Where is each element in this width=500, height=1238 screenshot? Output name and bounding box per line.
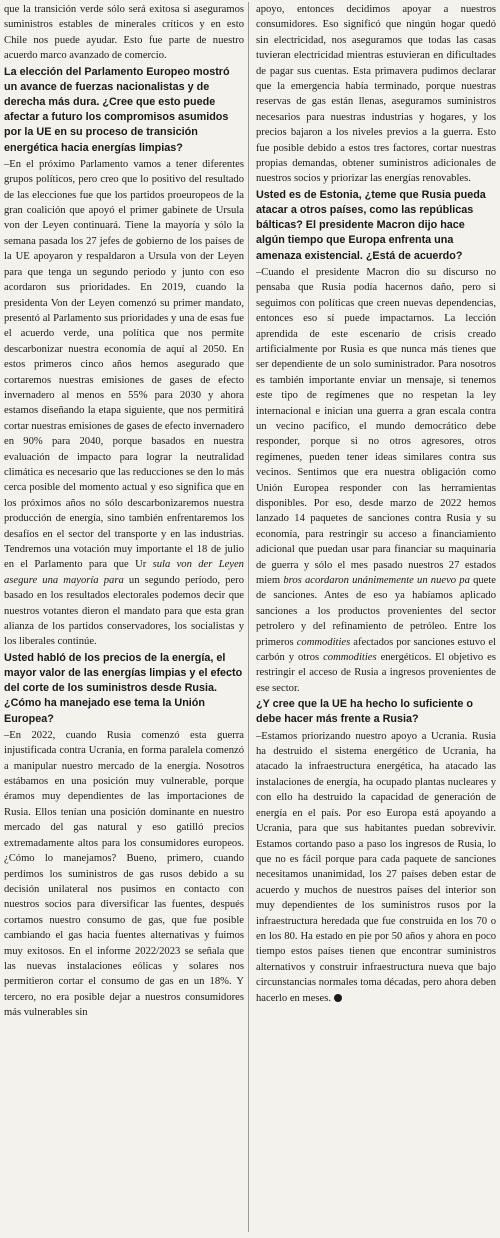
paragraph-continuation: que la transición verde sólo será exitosa si aseguramos suministros estables de minerales críticos y en esto Chile nos puede ayudar. Esto fue parte de nuestro acuerdo marco avanzado de comercio. — [4, 4, 244, 62]
right-column — [256, 2, 496, 1006]
answer-parliament-election — [4, 157, 244, 650]
question-eu-enough: ¿Y cree que la UE ha hecho lo suficiente o debe hacer más frente a Rusia? — [256, 698, 473, 726]
answer-text-end: un segundo período, pero basado en los resultados electorales podemos decir que nuestros votantes dieron el mandato para que esta gran alianza de los partidos conservadores, los socialistas y los liberales continúe. — [4, 574, 245, 648]
answer-text: –Cuando el presidente Macron dio su discurso no pensaba que Rusia podía hacernos daño, pero si seguimos con políticas que creen nuevas dependencias, entonces eso sí puede impactarnos. La lección aprendida de este escenario de crisis creado artificialmente por Rusia es que nunca más tienes que ser dependiente de un solo suministrador. Para nosotros es también importante enviar un mensaje, si tenemos este tipo de regímenes que no respetan la ley internacional e inician una guerra a gran escala contra un vecino pacífico, el mundo democrático debe responder, porque si no otros agresores, otros regímenes, pueden tener ideas similares contra sus vecinos. Sentimos que era nuestra obligación como Unión Europea responder con las herramientas disponibles. Por eso, desde marzo de 2022 hemos lanzado 14 paquetes de sanciones contra Rusia y su economía, para restringir su acceso a financiamiento adicional que puedan usar para financiar su maquinaria de guerra y sólo el mes pasado nuestros 27 estados miem — [256, 266, 496, 587]
answer-text: –En el próximo Parlamento vamos a tener diferentes grupos políticos, pero creo que lo positivo del resultado de las elecciones fue que los partidos proeuropeos de la gran coalición que apoyó el primer gabinete de Ursula von der Leyen continuará. Tiene la mayoría y sólo la semana pasada los 27 jefes de gobierno de los países de la UE apoyaron y respaldaron a Ursula von der Leyen para que tenga un segundo periodo y junto con eso acordaron sus prioridades. En 2019, cuando la presidenta Von der Leyen comenzó su primer mandato, presentó al Parlamento sus prioridades y una de esas fue el acuerdo verde, una política que nos permite descarbonizar nuestra economía de aquí al 2050. En estos primeros cinco años hemos asegurado que cortaremos nuestras emisiones de gases de efecto invernadero al menos en 55% para 2030 y ahora estamos diseñando la etapa siguiente, que nos permitirá cortar nuestras emisiones de gases de efecto invernadero en 90% para 2040, porque basados en nuestra evaluación de impacto para lograr la neutralidad climática es necesario que las reducciones se den lo más cerca posible del momento actual y eso significa que en los próximos años no sólo descarbonizaremos nuestra producción de energía, sino también enfrentaremos los desafíos en el sector del transporte y en las industrias. Tendremos una votación muy importante el 18 de julio en el Parlamento para que Ur — [4, 158, 244, 571]
answer-text-end: energéticos. El objetivo es restringir el acceso de Rusia a ingresos provenientes de ese sector. — [256, 652, 496, 694]
question-energy-prices: Usted habló de los precios de la energía, el mayor valor de las energías limpias y el efecto del corte de los suministros desde Rusia. ¿Cómo ha manejado ese tema la Unión Europea? — [4, 651, 243, 725]
answer-energy-prices: –En 2022, cuando Rusia comenzó esta guerra injustificada contra Ucrania, en forma paralela comenzó a manipular nuestro mercado de la energía. Nosotros estábamos en una posición muy vulnerable, porque éramos muy dependientes de las importaciones de Rusia. Ellos tenían una posición dominante en nuestro mercado del gas natural y eso gatilló precios extremadamente altos para los consumidores europeos. ¿Cómo lo manejamos? Bueno, primero, cuando perdimos los suministros de gas rusos debido a su decisión unilateral nos pusimos en contacto con nuestros socios para diversificar las fuentes, después cortamos nuestro consumo de gas, que fue posible cambiando el gas hacia fuentes alternativas y fuimos muy exitosos. En el informe 2022/2023 se señala que las nuevas instalaciones eólicas y solares nos permitieron cortar el consumo de gas en un 18%. Y tercero, no era posible dejar a nuestros consumidores más vulnerables sin — [4, 729, 244, 1019]
end-of-article-icon — [334, 994, 342, 1002]
question-parliament-election: La elección del Parlamento Europeo mostró un avance de fuerzas nacionalistas y de derecha más dura. ¿Cree que esto puede afectar a futuro los compromisos asumidos por la UE en su proceso de transición energética hacia energías limpias? — [4, 65, 230, 154]
commodities-term: commodities — [296, 636, 351, 648]
answer-text-mid: quete de sanciones. Antes de eso ya habíamos aplicado sanciones a los productos provenientes del sector petrolero y del refinamiento de petróleo. Entre los primeros — [256, 575, 497, 648]
answer-italic-line: bros acordaron unánimemente un nuevo pa — [283, 575, 470, 587]
column-divider — [248, 2, 249, 1232]
answer-text-mid2: afectados por sanciones estuvo el carbón y otros — [256, 636, 496, 664]
answer-eu-enough — [256, 729, 496, 1006]
answer-italic-line: sula von der Leyen asegure una mayoría para — [4, 559, 244, 586]
answer-text: –Estamos priorizando nuestro apoyo a Ucrania. Rusia ha destruido el sistema energético de Ucrania, ha atacado la infraestructura energética, ha atacado las instalaciones de energía, ha ocupado plantas nucleares y con ello ha destruido la capacidad de generación de energía en el país. Por eso Europa está apoyando a Ucrania, para que sus habitantes puedan sobrevivir. Estamos cortando paso a paso los ingresos de Rusia, lo que no es fácil porque para cada paquete de sanciones necesitamos unanimidad, los 27 países deben estar de acuerdo y muchos de nuestros países del interior son muy dependientes de los suministros rusos por la infraestructura heredada que fue construida en los 70 o en los 80. Ha estado en pie por 50 años y ahora en poco tiempo estos países tienen que encontrar suministros alternativos y construir infraestructura nueva que bajo circunstancias normales toma décadas, pero ahora deben hacerlo en meses. — [256, 730, 496, 1004]
answer-estonia-russia — [256, 265, 496, 696]
left-column — [4, 2, 244, 1021]
question-estonia-russia: Usted es de Estonia, ¿teme que Rusia pueda atacar a otros países, como las repúblicas bálticas? El presidente Macron dijo hace algún tiempo que Europa enfrenta una amenaza existencial. ¿Está de acuerdo? — [256, 188, 486, 262]
commodities-term: commodities — [323, 652, 377, 664]
paragraph-continuation: apoyo, entonces decidimos apoyar a nuestros consumidores. Eso significó que ningún hogar quedó sin electricidad, nos aseguramos que todas las casas tuvieran electricidad mientras estuvieran en dificultades de pagar sus cuentas. Esta primavera pudimos declarar que la emergencia había terminado, porque nuestras reservas de gas están llenas, aseguramos suministros necesarios para nuestras industrias y hogares, y los precios bajaron a los niveles previos a la guerra. Esto fue posible debido a estos tres factores, cortar nuestras propias demandas, obtener suministros adicionales de nuestros socios y priorizar las energías renovables. — [256, 4, 496, 185]
